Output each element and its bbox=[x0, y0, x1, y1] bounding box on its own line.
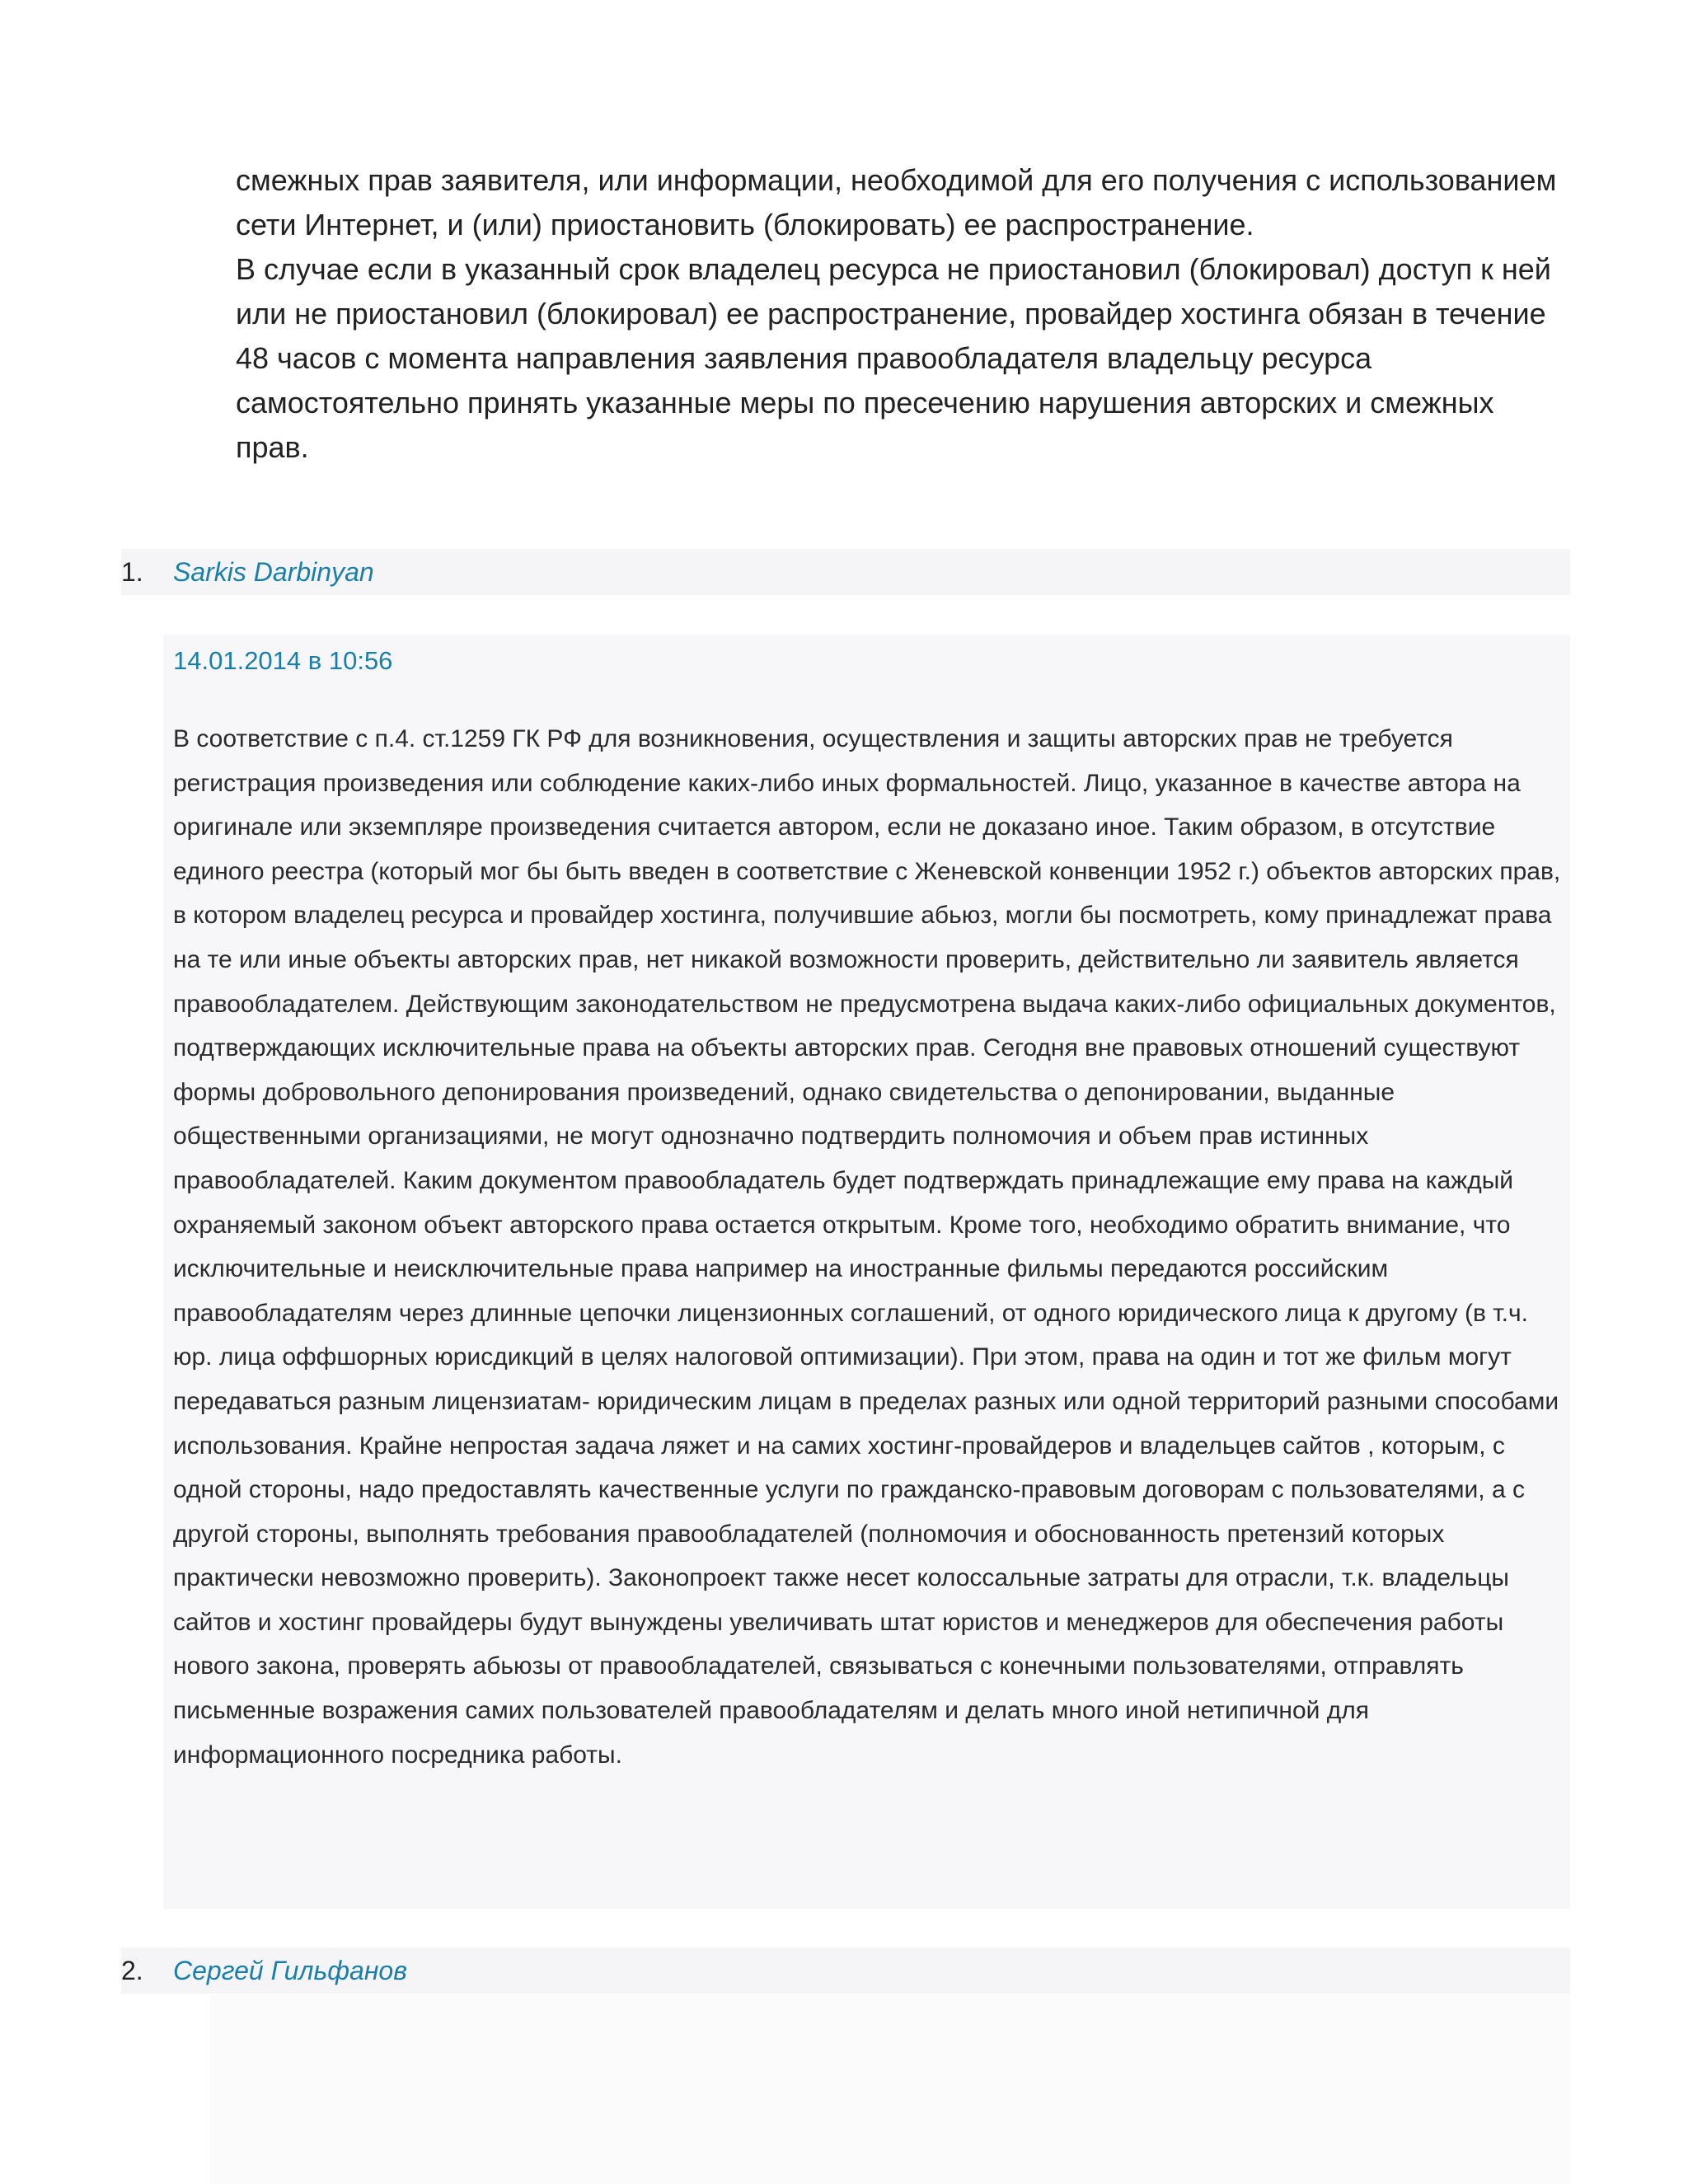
comment-author-link[interactable]: Sarkis Darbinyan bbox=[173, 557, 374, 587]
comment-body bbox=[210, 1994, 1570, 2184]
comment-body bbox=[163, 635, 1570, 1909]
article-text-continuation bbox=[236, 158, 1571, 470]
comment-header bbox=[121, 549, 1570, 595]
comment-text: В соответствие с п.4. ст.1259 ГК РФ для возникновения, осуществления и защиты авторских прав не требуется регистрация произведения или соблюдение каких-либо иных формальностей. Лицо, указанное в качестве автора на оригинале или экземпляре произведения считается автором, если не доказано иное. Таким образом, в отсутствие единого реестра (который мог бы быть введен в соответствие с Женевской конвенции 1952 г.) объектов авторских прав, в котором владелец ресурса и провайдер хостинга, получившие абьюз, могли бы посмотреть, кому принадлежат права на те или иные объекты авторских прав, нет никакой возможности проверить, действительно ли заявитель является правообладателем. Действующим законодательством не предусмотрена выдача каких-либо официальных документов, подтверждающих исключительные права на объекты авторских прав. Сегодня вне правовых отношений существуют формы добровольного депонирования произведений, однако свидетельства о депонировании, выданные общественными организациями, не могут однозначно подтвердить полномочия и объем прав истинных правообладателей. Каким документом правообладатель будет подтверждать принадлежащие ему права на каждый охраняемый законом объект авторского права остается открытым. Кроме того, необходимо обратить внимание, что исключительные и неисключительные права например на иностранные фильмы передаются российским правообладателям через длинные цепочки лицензионных соглашений, от одного юридического лица к другому (в т.ч. юр. лица оффшорных юрисдикций в целях налоговой оптимизации). При этом, права на один и тот же фильм могут передаваться разным лицензиатам- юридическим лицам в пределах разных или одной территорий разными способами использования. Крайне непростая задача ляжет и на самих хостинг-провайдеров и владельцев сайтов , которым, с одной стороны, надо предоставлять качественные услуги по гражданско-правовым договорам с пользователями, а с другой стороны, выполнять требования правообладателей (полномочия и обоснованность претензий которых практически невозможно проверить). Законопроект также несет колоссальные затраты для отрасли, т.к. владельцы сайтов и хостинг провайдеры будут вынуждены увеличивать штат юристов и менеджеров для обеспечения работы нового закона, проверять абьюзы от правообладателей, связываться с конечными пользователями, отправлять письменные возражения самих пользователей правообладателям и делать много иной нетипичной для информационного посредника работы. bbox=[173, 725, 1561, 1769]
comment-number: 1. bbox=[121, 557, 143, 587]
comment-number: 2. bbox=[121, 1956, 143, 1985]
article-paragraph: В случае если в указанный срок владелец ресурса не приостановил (блокировал) доступ к ней или не приостановил (блокировал) ее распространение, провайдер хостинга обязан в течение 48 часов с момента направления заявления правообладателя владельцу ресурса самостоятельно принять указанные меры по пресечению нарушения авторских и смежных прав. bbox=[236, 252, 1551, 464]
comment-date-link[interactable]: 14.01.2014 в 10:56 bbox=[173, 646, 393, 675]
comment-header bbox=[121, 1947, 1570, 1994]
comment-author-link[interactable]: Сергей Гильфанов bbox=[173, 1956, 407, 1985]
article-paragraph: смежных прав заявителя, или информации, необходимой для его получения с использованием сети Интернет, и (или) приостановить (блокировать) ее распространение. bbox=[236, 163, 1557, 241]
